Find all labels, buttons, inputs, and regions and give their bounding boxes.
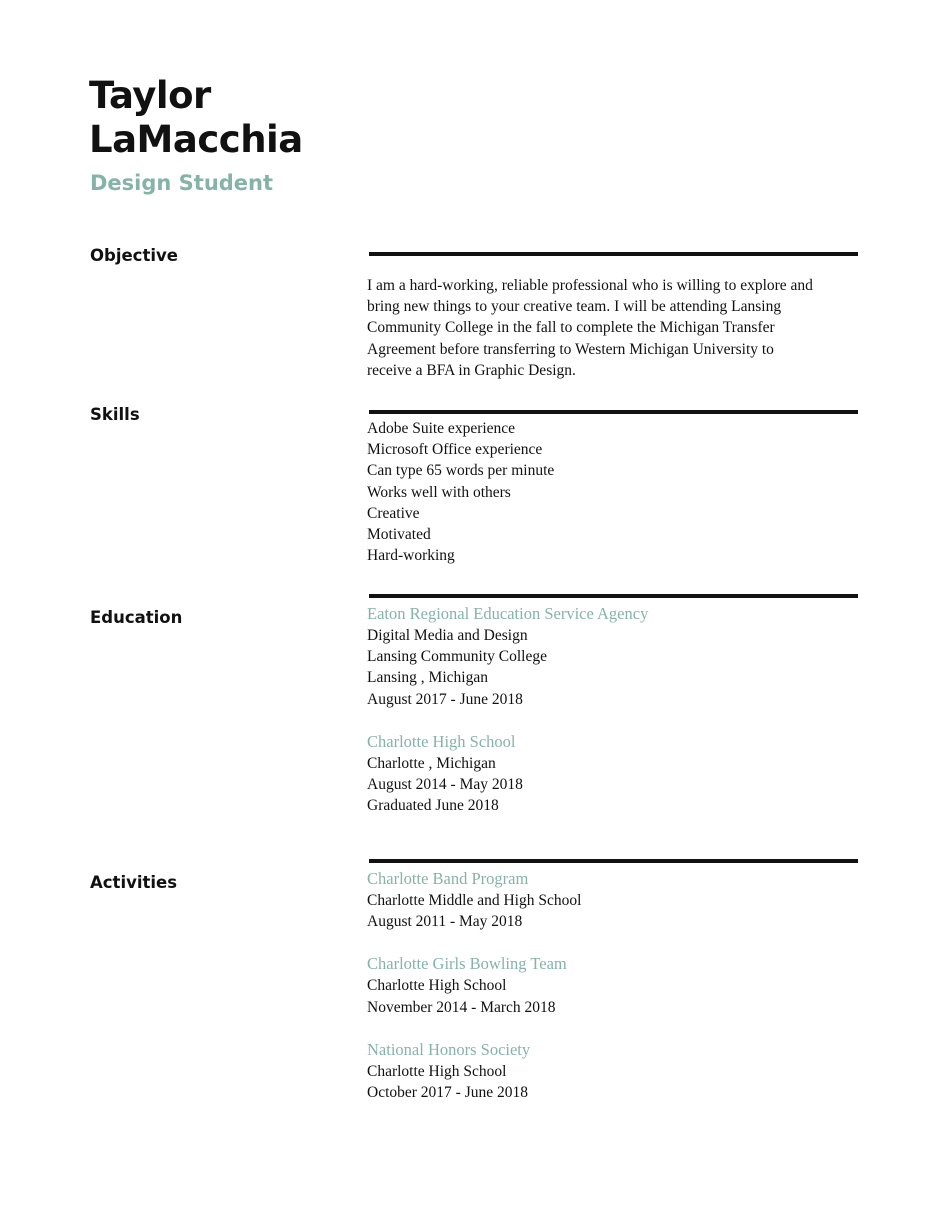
education-detail: Lansing Community College (367, 648, 547, 666)
objective-line: bring new things to your creative team. I will be attending Lansing (367, 298, 782, 316)
skill-item: Motivated (367, 526, 431, 544)
activity-detail: Charlotte High School (367, 1062, 507, 1080)
skill-item: Microsoft Office experience (367, 441, 543, 459)
objective-text (367, 275, 857, 381)
objective-line: I am a hard-working, reliable professional who is willing to explore and (367, 277, 813, 294)
activities-divider (369, 859, 858, 863)
job-title: Design Student (90, 171, 274, 195)
education-entry (367, 731, 857, 817)
skill-item: Creative (367, 504, 420, 522)
education-entry (367, 603, 857, 710)
skill-item: Can type 65 words per minute (367, 462, 555, 480)
education-org: Charlotte High School (367, 731, 516, 751)
objective-line: Agreement before transferring to Western Michigan University to (367, 340, 774, 358)
skills-heading: Skills (90, 405, 140, 424)
activity-org: National Honors Society (367, 1039, 531, 1059)
education-list (367, 603, 857, 837)
objective-divider (369, 252, 858, 256)
skill-item: Adobe Suite experience (367, 420, 516, 437)
activity-detail: Charlotte Middle and High School (367, 892, 582, 909)
last-name: LaMacchia (89, 118, 303, 161)
education-detail: Lansing , Michigan (367, 669, 488, 687)
skills-list (367, 418, 857, 566)
skills-divider (369, 410, 858, 414)
activity-detail: November 2014 - March 2018 (367, 998, 556, 1016)
resume-name (89, 74, 303, 162)
education-detail: Digital Media and Design (367, 627, 528, 644)
skill-item: Hard-working (367, 547, 455, 565)
education-divider (369, 594, 858, 598)
activity-entry (367, 868, 857, 932)
education-org: Eaton Regional Education Service Agency (367, 604, 649, 623)
activity-org: Charlotte Girls Bowling Team (367, 954, 567, 974)
activity-detail: October 2017 - June 2018 (367, 1084, 528, 1102)
education-heading: Education (90, 608, 183, 627)
objective-heading: Objective (90, 246, 178, 265)
education-detail: August 2017 - June 2018 (367, 690, 523, 708)
skill-item: Works well with others (367, 483, 511, 501)
education-detail: Charlotte , Michigan (367, 754, 496, 772)
objective-line: receive a BFA in Graphic Design. (367, 361, 576, 379)
activity-detail: Charlotte High School (367, 977, 507, 995)
first-name: Taylor (89, 74, 211, 117)
activity-entry (367, 953, 857, 1017)
activities-list (367, 868, 857, 1124)
objective-line: Community College in the fall to complete the Michigan Transfer (367, 319, 775, 337)
education-detail: August 2014 - May 2018 (367, 776, 523, 794)
activity-entry (367, 1039, 857, 1103)
education-detail: Graduated June 2018 (367, 797, 499, 815)
activity-detail: August 2011 - May 2018 (367, 913, 523, 931)
activity-org: Charlotte Band Program (367, 869, 529, 888)
activities-heading: Activities (90, 873, 178, 892)
